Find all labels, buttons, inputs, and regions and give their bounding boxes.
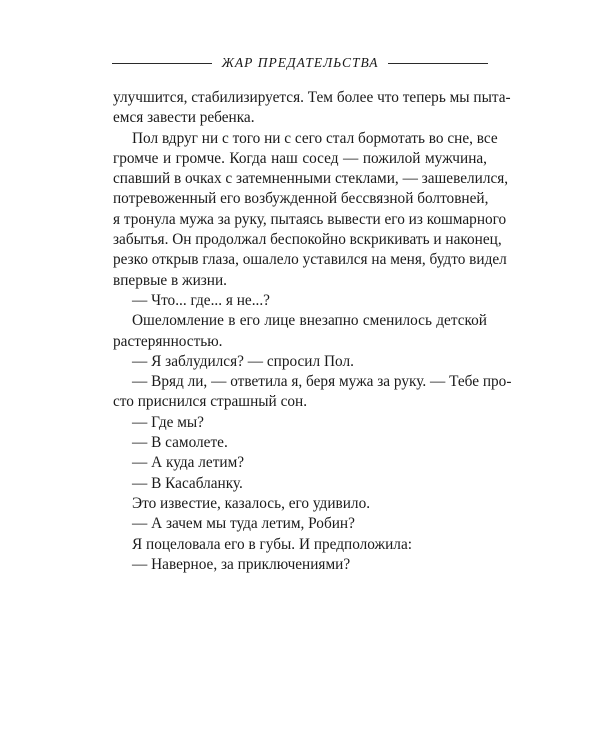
header-rule-right [388, 63, 488, 64]
text-line: Я поцеловала его в губы. И предположила: [132, 535, 412, 553]
text-line: потревоженный его возбужденной бессвязной болтовней, [113, 190, 489, 208]
text-line: Ошеломление в его лице внезапно сменилось детской [132, 312, 487, 330]
running-header [112, 53, 488, 73]
text-line: — В Касабланку. [132, 474, 243, 492]
text-line: — Я заблудился? — спросил Пол. [132, 352, 354, 370]
text-line: Это известие, казалось, его удивило. [132, 494, 371, 512]
header-rule-left [112, 63, 212, 64]
text-line: — В самолете. [132, 434, 228, 452]
text-line: впервые в жизни. [113, 271, 228, 289]
text-line: — Вряд ли, — ответила я, беря мужа за руку. — Тебе про- [132, 373, 512, 391]
text-line: сто приснился страшный сон. [113, 393, 308, 411]
text-line: забытья. Он продолжал беспокойно вскрикивать и наконец, [113, 231, 502, 249]
text-line: — Где мы? [132, 413, 204, 431]
text-line: я тронула мужа за руку, пытаясь вывести его из кошмарного [113, 210, 507, 228]
page-body-text [113, 88, 512, 575]
text-line: громче и громче. Когда наш сосед — пожилой мужчина, [113, 149, 487, 167]
running-title: ЖАР ПРЕДАТЕЛЬСТВА [221, 55, 379, 70]
text-line: — Что... где... я не...? [132, 291, 270, 309]
text-line: — А зачем мы туда летим, Робин? [132, 515, 355, 533]
text-line: Пол вдруг ни с того ни с сего стал бормотать во сне, все [132, 129, 498, 147]
text-line: растерянностью. [113, 332, 223, 350]
text-line: спавший в очках с затемненными стеклами, — зашевелился, [113, 170, 509, 188]
text-line: улучшится, стабилизируется. Тем более что теперь мы пыта- [113, 89, 511, 106]
text-line: — Наверное, за приключениями? [132, 555, 351, 573]
text-line: — А куда летим? [132, 454, 245, 472]
text-line: резко открыв глаза, ошалело уставился на меня, будто видел [113, 251, 507, 269]
text-line: емся завести ребенка. [113, 109, 255, 127]
